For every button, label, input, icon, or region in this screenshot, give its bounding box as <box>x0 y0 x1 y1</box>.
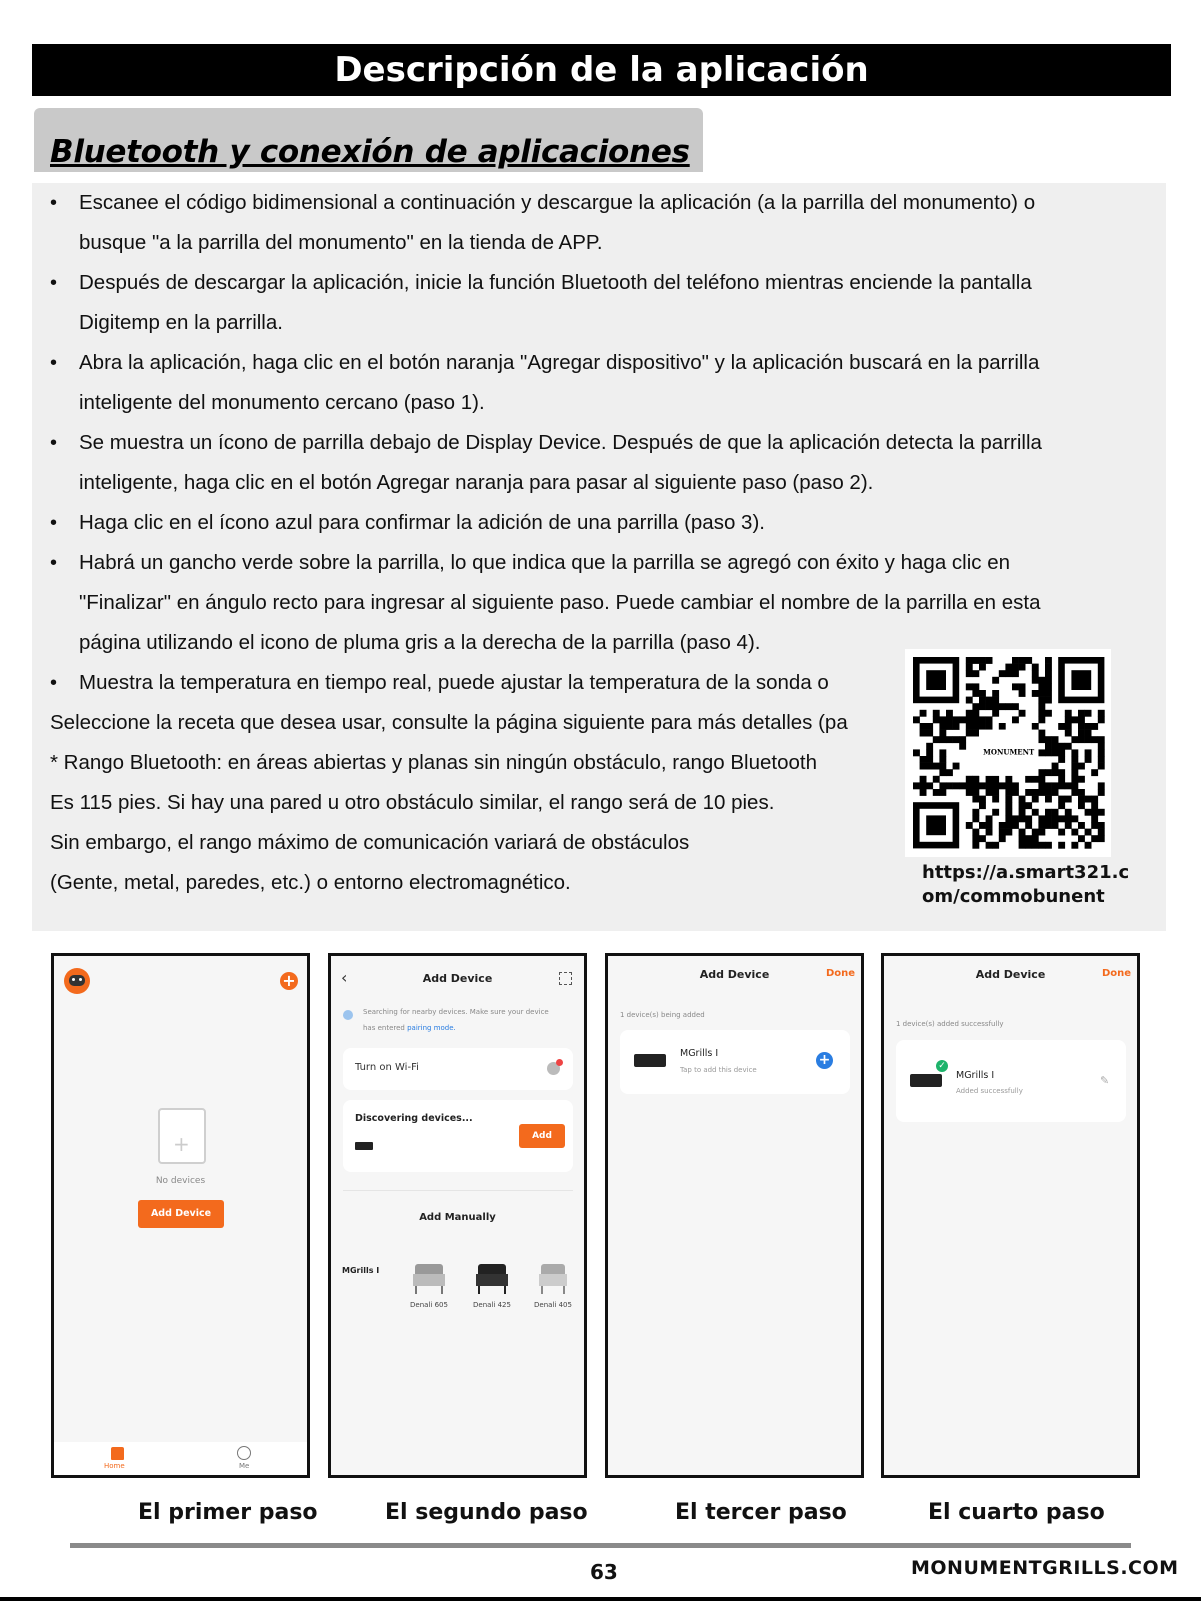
body-line: Es 115 pies. Si hay una pared u otro obstáculo similar, el rango será de 10 pies. <box>50 791 775 814</box>
website: MONUMENTGRILLS.COM <box>911 1557 1179 1579</box>
qr-logo-text: MONUMENT <box>983 747 1035 757</box>
phone-screen-step4 <box>881 953 1140 1478</box>
discovering-label: Discovering devices... <box>355 1113 473 1124</box>
scan-icon[interactable] <box>559 972 572 985</box>
profile-icon[interactable] <box>237 1446 251 1460</box>
info-icon <box>343 1010 353 1020</box>
empty-document-icon: + <box>158 1108 206 1164</box>
step-label: El tercer paso <box>675 1500 847 1525</box>
body-line: "Finalizar" en ángulo recto para ingresar al siguiente paso. Puede cambiar el nombre de la parrilla en esta <box>79 591 1041 614</box>
add-device-button[interactable]: Add Device <box>138 1200 224 1228</box>
phone-screen-step1 <box>51 953 310 1478</box>
phone-screen-step3 <box>605 953 864 1478</box>
step-label: El segundo paso <box>385 1500 588 1525</box>
body-line: Después de descargar la aplicación, inicie la función Bluetooth del teléfono mientras enciende la pantalla <box>79 271 1032 294</box>
add-button[interactable]: Add <box>519 1124 565 1148</box>
add-plus-icon[interactable]: + <box>280 972 298 990</box>
bullet: • <box>50 432 58 454</box>
add-manually-title: Add Manually <box>419 1212 496 1223</box>
grill-icon[interactable] <box>411 1262 447 1294</box>
qr-url <box>922 861 1130 909</box>
back-chevron-icon[interactable]: ‹ <box>341 968 348 987</box>
grill-display-icon[interactable] <box>355 1142 373 1150</box>
grill-name: Denali 405 <box>534 1301 572 1309</box>
nav-home-label[interactable]: Home <box>104 1462 125 1470</box>
qr-code <box>905 649 1111 857</box>
grill-name: Denali 425 <box>473 1301 511 1309</box>
body-line: Se muestra un ícono de parrilla debajo de Display Device. Después de que la aplicación detecta la parrilla <box>79 431 1042 454</box>
grill-icon[interactable] <box>474 1262 510 1294</box>
bullet: • <box>50 552 58 574</box>
body-line: (Gente, metal, paredes, etc.) o entorno electromagnético. <box>50 871 571 894</box>
hint-text: Searching for nearby devices. Make sure your device <box>363 1008 549 1016</box>
bullet: • <box>50 272 58 294</box>
bullet: • <box>50 192 58 214</box>
phone-screen-step2 <box>328 953 587 1478</box>
body-line: Digitemp en la parrilla. <box>79 311 283 334</box>
section-title: Bluetooth y conexión de aplicaciones <box>50 134 690 170</box>
alert-dot-icon <box>556 1059 563 1066</box>
device-card[interactable] <box>620 1030 850 1094</box>
discovering-card <box>343 1100 573 1172</box>
body-line: * Rango Bluetooth: en áreas abiertas y planas sin ningún obstáculo, rango Bluetooth <box>50 751 817 774</box>
done-button[interactable]: Done <box>826 968 856 979</box>
body-line: Abra la aplicación, haga clic en el botón naranja "Agregar dispositivo" y la aplicación buscará en la parrilla <box>79 351 1040 374</box>
grill-name: Denali 605 <box>410 1301 448 1309</box>
home-icon[interactable] <box>111 1447 124 1460</box>
wifi-card[interactable] <box>343 1048 573 1090</box>
pairing-mode-link[interactable]: pairing mode. <box>407 1024 456 1032</box>
nav-me-label[interactable]: Me <box>239 1462 250 1470</box>
done-button[interactable]: Done <box>1102 968 1132 979</box>
no-devices-text: No devices <box>155 1176 206 1186</box>
page-title: Descripción de la aplicación <box>32 44 1171 96</box>
page-number: 63 <box>590 1560 618 1584</box>
body-line: inteligente, haga clic en el botón Agregar naranja para pasar al siguiente paso (paso 2). <box>79 471 874 494</box>
step-label: El primer paso <box>138 1500 318 1525</box>
status-text: 1 device(s) added successfully <box>896 1020 1004 1028</box>
screen-title: Add Device <box>422 972 493 985</box>
bottom-rule <box>0 1597 1201 1601</box>
body-line: inteligente del monumento cercano (paso 1). <box>79 391 485 414</box>
brand-label: MGrills I <box>342 1266 380 1275</box>
body-line: página utilizando el icono de pluma gris a la derecha de la parrilla (paso 4). <box>79 631 761 654</box>
device-card[interactable] <box>896 1040 1126 1122</box>
wifi-label: Turn on Wi-Fi <box>355 1062 419 1073</box>
status-text: 1 device(s) being added <box>620 1011 705 1019</box>
footer-rule <box>70 1543 1131 1548</box>
qr-code-graphic <box>905 649 1111 857</box>
add-plus-icon[interactable]: + <box>816 1052 833 1069</box>
grill-icon[interactable] <box>535 1262 571 1294</box>
body-line: Muestra la temperatura en tiempo real, puede ajustar la temperatura de la sonda o <box>79 671 829 694</box>
body-line: Haga clic en el ícono azul para confirmar la adición de una parrilla (paso 3). <box>79 511 765 534</box>
screen-title: Add Device <box>699 968 770 981</box>
bullet: • <box>50 352 58 374</box>
device-name: MGrills I <box>956 1070 995 1081</box>
screen-title: Add Device <box>975 968 1046 981</box>
edit-pencil-icon[interactable]: ✎ <box>1100 1074 1110 1087</box>
success-check-icon: ✓ <box>936 1060 948 1072</box>
step-label: El cuarto paso <box>928 1500 1105 1525</box>
bottom-nav <box>54 1442 307 1478</box>
grill-display-icon <box>910 1074 942 1087</box>
robot-avatar-icon[interactable] <box>64 968 90 994</box>
body-line: busque "a la parrilla del monumento" en la tienda de APP. <box>79 231 603 254</box>
body-line: Seleccione la receta que desea usar, consulte la página siguiente para más detalles (pa <box>50 711 848 734</box>
body-line: Habrá un gancho verde sobre la parrilla, lo que indica que la parrilla se agregó con éxito y haga clic en <box>79 551 1011 574</box>
device-subtitle: Tap to add this device <box>680 1066 757 1074</box>
bullet: • <box>50 672 58 694</box>
hint-text-line2: has entered pairing mode. <box>363 1024 456 1032</box>
body-line: Escanee el código bidimensional a continuación y descargue la aplicación (a la parrilla del monumento) o <box>79 191 1036 214</box>
device-subtitle: Added successfully <box>956 1087 1023 1095</box>
device-name: MGrills I <box>680 1048 719 1059</box>
body-line: Sin embargo, el rango máximo de comunicación variará de obstáculos <box>50 831 690 854</box>
qr-url-line: https://a.smart321.c <box>922 862 1130 883</box>
divider <box>343 1190 573 1191</box>
grill-display-icon <box>634 1054 666 1067</box>
qr-url-line: om/commobunent <box>922 886 1105 907</box>
bullet: • <box>50 512 58 534</box>
